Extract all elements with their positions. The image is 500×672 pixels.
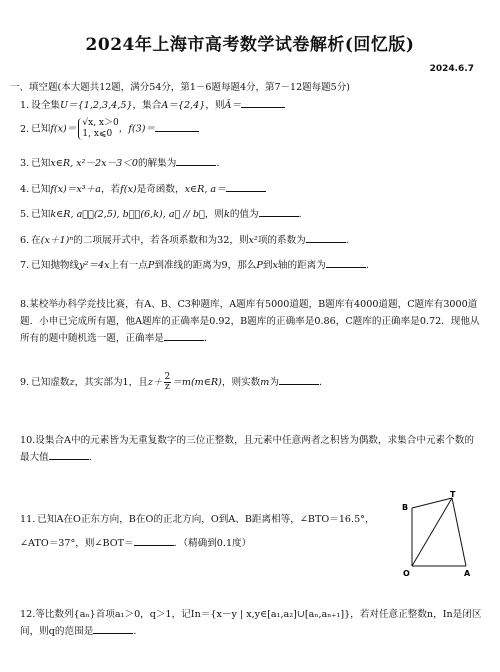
piecewise-brace: √x, x＞0 1, x⩽0 <box>78 118 118 140</box>
answer-blank <box>226 181 266 192</box>
answer-blank <box>164 330 204 341</box>
geometry-figure <box>400 490 480 578</box>
page-title: 2024年上海市高考数学试卷解析(回忆版) <box>85 35 415 55</box>
question-1: 1. 设全集U＝{1,2,3,4,5}，集合A＝{2,4}，则Ā＝ <box>20 97 285 113</box>
answer-blank <box>134 535 174 546</box>
answer-blank <box>49 449 89 460</box>
question-12: 12.等比数列{aₙ}首项a₁＞0，q＞1，记In＝{x－y | x,y∈[a₁,a₂]∪[aₙ,aₙ₊₁]}，若对任意正整数n，In是闭区间，则q的范围是 ． <box>20 609 482 637</box>
section-heading: 一、填空题(本大题共12题，满分54分，第1－6题每题4分，第7－12题每题5分) <box>10 82 350 93</box>
question-3: 3. 已知x∈R, x²－2x－3＜0的解集为 ． <box>20 155 226 171</box>
question-6: 6. 在(x＋1)ⁿ的二项展开式中，若各项系数和为32，则x²项的系数为 ． <box>20 232 355 248</box>
question-11: 11. 已知A在O正东方向，B在O的正北方向，O到A、B距离相等，∠BTO＝16.5°， <box>20 514 375 525</box>
question-2: 2. 已知f(x)＝ √x, x＞0 1, x⩽0 ，f(3)＝ <box>20 118 199 140</box>
question-4: 4. 已知f(x)＝x³＋a，若f(x)是奇函数，x∈R, a＝ <box>20 181 266 197</box>
answer-blank <box>93 623 133 634</box>
label-A: A <box>464 569 471 578</box>
segment-OT <box>412 498 452 566</box>
answer-blank <box>306 232 346 243</box>
answer-blank <box>241 97 285 108</box>
answer-blank <box>326 257 366 268</box>
label-T: T <box>450 490 456 499</box>
question-10: 10.设集合A中的元素皆为无重复数字的三位正整数，且元素中任意两者之积皆为偶数，求集合中元素个数的最大值 ． <box>20 435 474 463</box>
question-5: 5. 已知k∈R, a⃗＝(2,5), b⃗＝(6,k), a⃗ // b⃗，则k的值为 ． <box>20 206 308 222</box>
question-9: 9. 已知虚数z，其实部为1，且z＋ $\frac{2}{z}$ ＝m(m∈R)，则实数m为 ． <box>20 372 329 392</box>
segment-TA <box>452 498 466 566</box>
answer-blank <box>155 121 199 132</box>
question-11-line2: ∠ATO＝37°，则∠BOT＝ ．（精确到0.1度） <box>20 535 251 551</box>
answer-blank <box>176 155 216 166</box>
answer-blank <box>259 206 299 217</box>
label-O: O <box>403 569 410 578</box>
question-7: 7. 已知抛物线y²＝4x上有一点P到准线的距离为9，那么P到x轴的距离为 ． <box>20 257 375 273</box>
fraction: $\frac{2}{z}$ <box>164 372 171 392</box>
question-8: 8.某校举办科学竞技比赛，有A、B、C3种题库，A题库有5000道题，B题库有4000道题，C题库有3000道题．小申已完成所有题，他A题库的正确率是0.92，B题库的正确率是0.86，C题库的正确率是0.72．现他从所有的题中随机选一题，正确率是 ． <box>20 299 480 344</box>
label-B: B <box>402 503 409 512</box>
segment-BT <box>412 498 452 508</box>
exam-date: 2024.6.7 <box>429 64 474 74</box>
answer-blank <box>279 374 319 385</box>
